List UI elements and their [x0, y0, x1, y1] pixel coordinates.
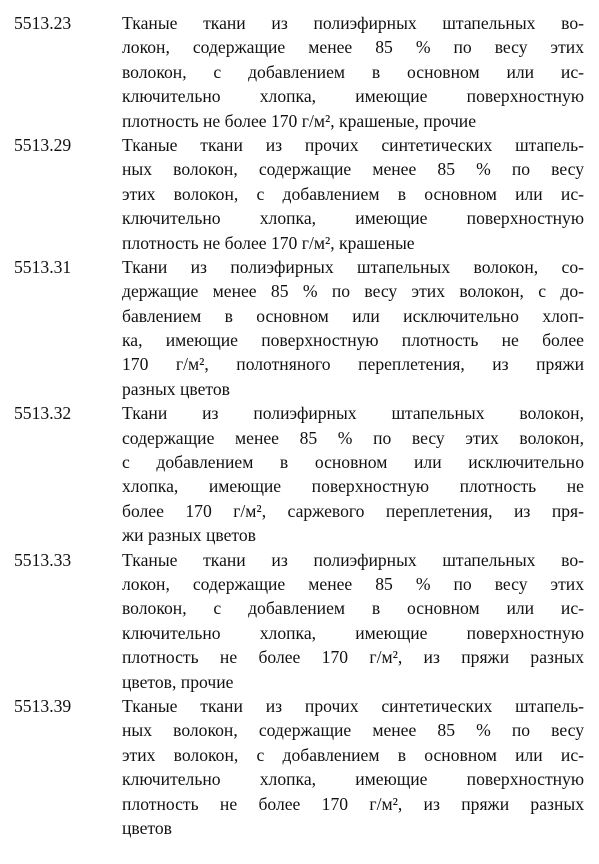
description-line: Тканые ткани из полиэфирных штапельных во- — [122, 13, 584, 33]
tariff-description — [122, 133, 584, 255]
description-line: бавлением в основном или исключительно хлоп- — [122, 305, 584, 326]
description-line: плотность не более 170 г/м², из пряжи разных — [122, 793, 584, 814]
tariff-code: 5513.39 — [14, 695, 72, 716]
tariff-entry — [0, 11, 599, 133]
description-line: Ткани из полиэфирных штапельных волокон, со- — [122, 256, 584, 277]
description-line: ка, имеющие поверхностную плотность не более — [122, 330, 584, 351]
tariff-code: 5513.31 — [14, 256, 72, 277]
tariff-entry — [0, 548, 599, 694]
description-line: плотность не более 170 г/м², крашеные — [122, 232, 415, 253]
tariff-code: 5513.32 — [14, 403, 72, 424]
description-line: ключительно хлопка, имеющие поверхностную — [122, 769, 584, 790]
description-line: Тканые ткани из полиэфирных штапельных во- — [122, 549, 584, 570]
description-line: Ткани из полиэфирных штапельных волокон, — [122, 403, 584, 424]
tariff-code: 5513.29 — [14, 134, 72, 155]
tariff-description — [122, 401, 584, 547]
description-line: Тканые ткани из прочих синтетических штапель- — [122, 695, 584, 716]
tariff-entry — [0, 401, 599, 547]
description-line: ключительно хлопка, имеющие поверхностную — [122, 622, 584, 643]
tariff-description — [122, 255, 584, 401]
description-line: локон, содержащие менее 85 % по весу этих — [122, 573, 584, 594]
tariff-entry — [0, 694, 599, 840]
description-line: ключительно хлопка, имеющие поверхностную — [122, 86, 584, 107]
tariff-description — [122, 11, 584, 133]
description-line: разных цветов — [122, 378, 230, 399]
tariff-description — [122, 548, 584, 694]
description-line: этих волокон, с добавлением в основном или ис- — [122, 183, 584, 204]
description-line: Тканые ткани из прочих синтетических штапель- — [122, 134, 584, 155]
description-line: 170 г/м², полотняного переплетения, из пряжи — [122, 354, 584, 375]
tariff-description — [122, 694, 584, 840]
description-line: более 170 г/м², саржевого переплетения, из пря- — [122, 500, 584, 521]
tariff-entry — [0, 255, 599, 401]
description-line: хлопка, имеющие поверхностную плотность не — [122, 476, 584, 497]
description-line: ных волокон, содержащие менее 85 % по весу — [122, 720, 584, 741]
description-line: цветов — [122, 817, 172, 838]
description-line: волокон, с добавлением в основном или ис- — [122, 61, 584, 82]
description-line: с добавлением в основном или исключительно — [122, 452, 584, 473]
description-line: плотность не более 170 г/м², крашеные, прочие — [122, 110, 477, 131]
tariff-code: 5513.33 — [14, 549, 72, 570]
description-line: жи разных цветов — [122, 525, 256, 546]
description-line: этих волокон, с добавлением в основном или ис- — [122, 744, 584, 765]
description-line: плотность не более 170 г/м², из пряжи разных — [122, 647, 584, 668]
tariff-code: 5513.23 — [14, 13, 72, 33]
description-line: волокон, с добавлением в основном или ис- — [122, 598, 584, 619]
description-line: содержащие менее 85 % по весу этих волокон, — [122, 427, 584, 448]
description-line: держащие менее 85 % по весу этих волокон, с до- — [122, 281, 584, 302]
description-line: цветов, прочие — [122, 671, 234, 692]
description-line: локон, содержащие менее 85 % по весу этих — [122, 37, 584, 58]
description-line: ключительно хлопка, имеющие поверхностную — [122, 208, 584, 229]
description-line: ных волокон, содержащие менее 85 % по весу — [122, 159, 584, 180]
tariff-entry — [0, 133, 599, 255]
